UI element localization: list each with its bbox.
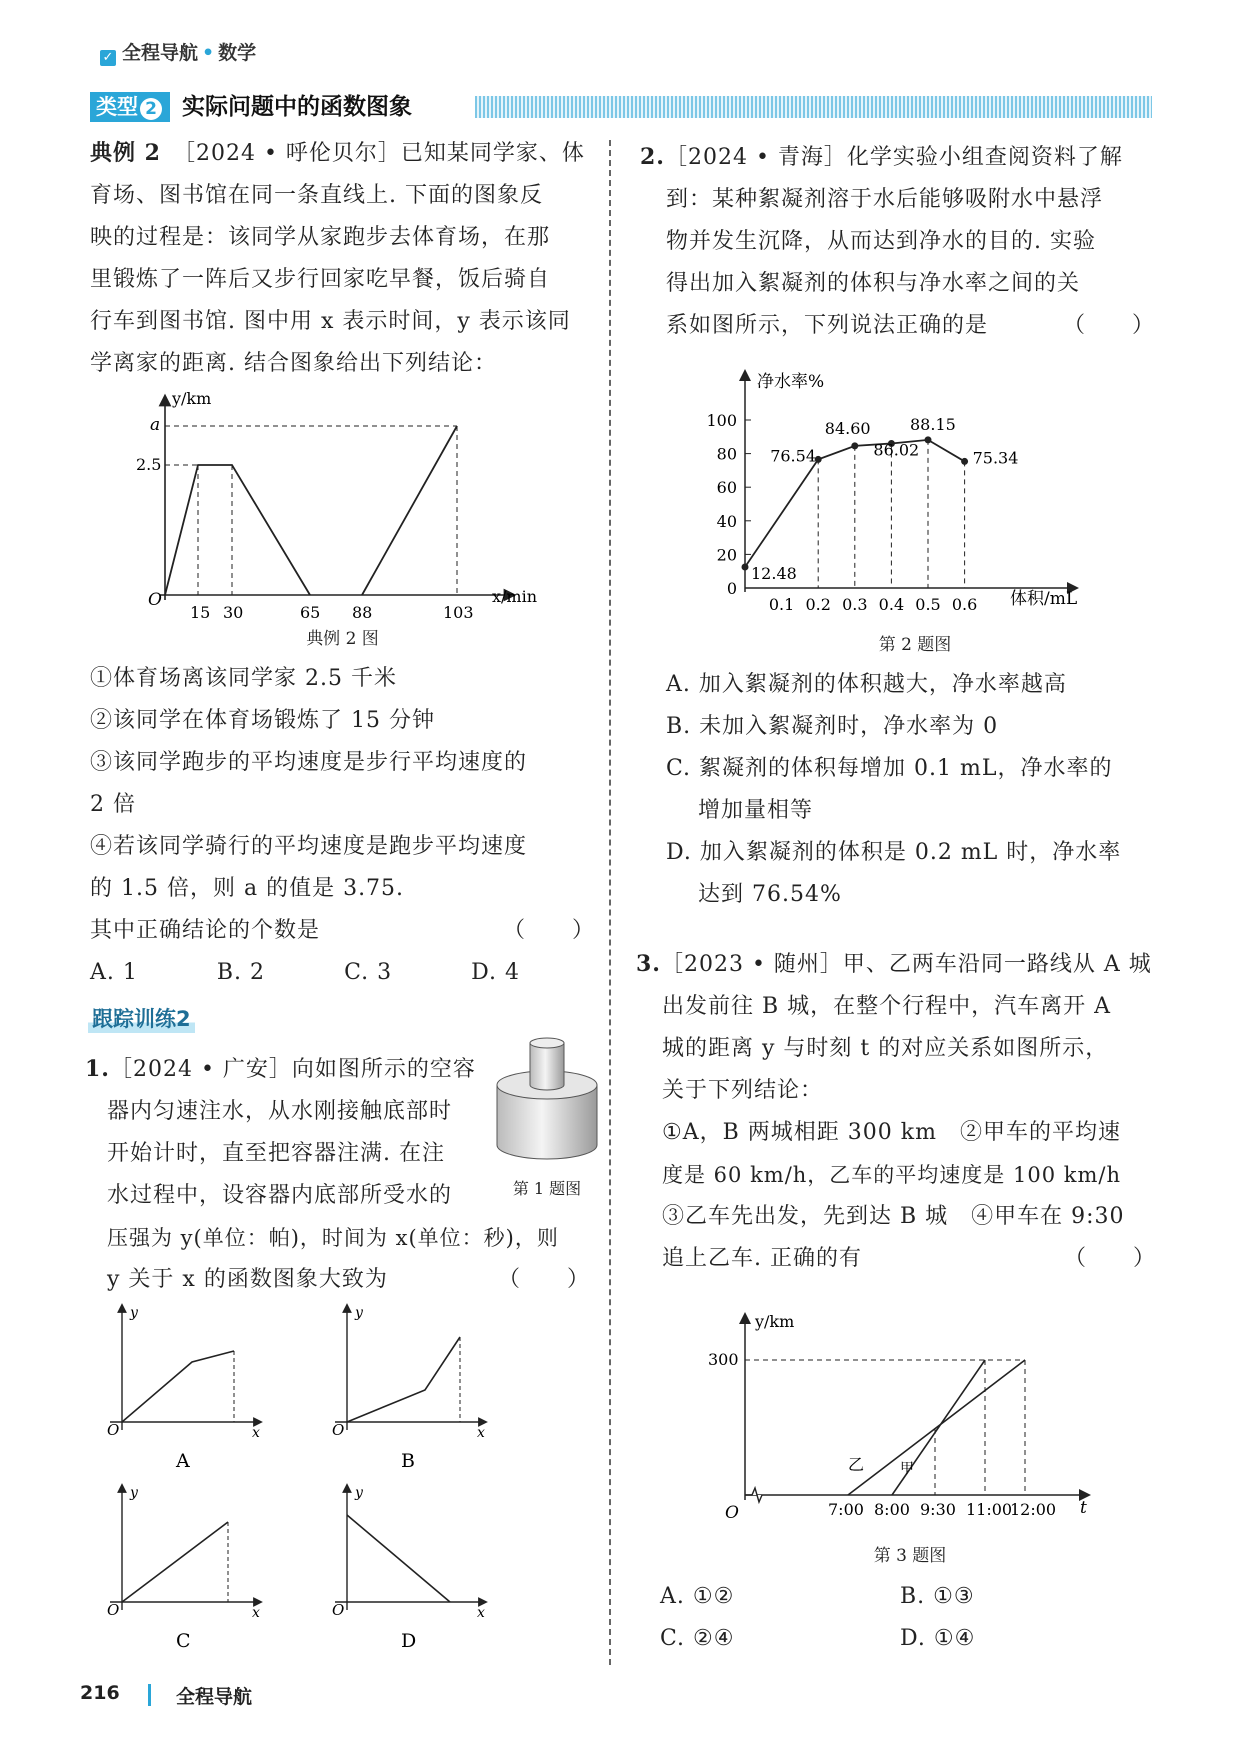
svg-text:x: x bbox=[252, 1425, 260, 1441]
answer-paren: （ ） bbox=[1062, 313, 1155, 338]
x-axis-label: x/min bbox=[492, 587, 538, 606]
section-band bbox=[90, 92, 1152, 122]
question-2-text: 2.［2024 • 青海］化学实验小组查阅资料了解 到：某种絮凝剂溶于水后能够吸附水中悬浮 物并发生沉降，从而达到净水的目的. 实验 得出加入絮凝剂的体积与净水率之间的关 系如图所示，下列说法正确的是 （ ） bbox=[640, 136, 1155, 347]
answer-paren: （ ） bbox=[502, 918, 595, 943]
option-c: C. 絮凝剂的体积每增加 0.1 mL，净水率的 bbox=[666, 756, 1113, 781]
section-label: 类型 2 bbox=[90, 92, 170, 122]
question-3-caption: 第 3 题图 bbox=[873, 1546, 947, 1566]
option-d: D. ①④ bbox=[900, 1626, 976, 1651]
graph-c bbox=[107, 1485, 260, 1652]
data-point bbox=[925, 436, 932, 443]
line-yi bbox=[848, 1360, 1025, 1495]
example-2-caption: 典例 2 图 bbox=[306, 629, 379, 649]
svg-text:O: O bbox=[107, 1421, 120, 1439]
origin-label: O bbox=[725, 1503, 739, 1523]
section-stripe bbox=[475, 96, 1152, 118]
option-a: A. 加入絮凝剂的体积越大，净水率越高 bbox=[666, 672, 1067, 697]
question-2-chart bbox=[705, 370, 1125, 620]
page-header: ✓ 全程导航 • 数学 bbox=[100, 38, 256, 66]
y-axis-label: 净水率% bbox=[757, 372, 825, 392]
example-2-text: 典例 2 ［2024 • 呼伦贝尔］已知某同学家、体 育场、图书馆在同一条直线上. 下面的图象反 映的过程是：该同学从家跑步去体育场，在那 里锻炼了一阵后又步行回家吃早餐，饭后骑自 行车到图书馆. 图中用 x 表示时间，y 表示该同 学离家的距离. 结合图象给出下列结论： bbox=[90, 140, 585, 376]
footer-divider bbox=[148, 1684, 151, 1706]
label-jia: 甲 bbox=[900, 1461, 914, 1477]
x-tick: 7:00 bbox=[828, 1500, 864, 1519]
question-3-text: 3.［2023 • 随州］甲、乙两车沿同一路线从 A 城 出发前往 B 城，在整个行程中，汽车离开 A 城的距离 y 与时刻 t 的对应关系如图所示， 关于下列结论： ①A，B 两城相距 300 km ②甲车的平均速 度是 60 km/h，乙车的平均速度是 100 km/h ③乙车先出发，先到达 B 城 ④甲车在 9:30 追上乙车. 正确的有 （ ） bbox=[636, 943, 1156, 1280]
x-tick: 103 bbox=[443, 603, 474, 622]
y-tick-label: 60 bbox=[716, 478, 737, 498]
y-tick-label: 80 bbox=[716, 444, 737, 464]
y-tick-label: 100 bbox=[706, 411, 737, 430]
option-b: B. ①③ bbox=[900, 1584, 975, 1609]
x-axis-label: 体积/mL bbox=[1010, 589, 1078, 609]
data-label: 84.60 bbox=[824, 418, 871, 438]
svg-text:O: O bbox=[107, 1601, 120, 1619]
svg-text:O: O bbox=[332, 1601, 345, 1619]
svg-text:y: y bbox=[355, 1485, 363, 1501]
x-tick-label: 0.1 bbox=[768, 595, 795, 614]
label-yi: 乙 bbox=[848, 1455, 865, 1474]
example-2-conclusions: ①体育场离该同学家 2.5 千米 ②该同学在体育场锻炼了 15 分钟 ③该同学跑步的平均速度是步行平均速度的 2 倍 ④若该同学骑行的平均速度是跑步平均速度 的 1.5 倍，则 a 的值是 3.75. 其中正确结论的个数是 （ ） A. 1 B. 2 C. 3 D. 4 bbox=[90, 658, 595, 994]
svg-text:x: x bbox=[477, 1425, 485, 1441]
track-training-heading: 跟踪训练2 bbox=[88, 1003, 195, 1033]
graph-d bbox=[332, 1485, 485, 1652]
y-tick-2-5: 2.5 bbox=[136, 455, 162, 474]
x-tick: 65 bbox=[300, 603, 321, 622]
option-a: A. ①② bbox=[660, 1584, 735, 1609]
data-point bbox=[742, 564, 749, 571]
option-c: C. 3 bbox=[344, 960, 393, 985]
x-tick: 12:00 bbox=[1010, 1500, 1057, 1519]
option-c: C. ②④ bbox=[660, 1626, 735, 1651]
y-tick-label: 40 bbox=[716, 511, 737, 531]
data-label: 12.48 bbox=[751, 564, 797, 584]
svg-text:y: y bbox=[130, 1485, 138, 1501]
graph-b bbox=[332, 1305, 485, 1472]
option-d: D. 4 bbox=[471, 960, 520, 985]
option-b: B. 2 bbox=[216, 960, 266, 985]
trip-line bbox=[165, 465, 310, 595]
question-3-chart bbox=[700, 1310, 1120, 1530]
x-tick: 30 bbox=[223, 603, 244, 622]
data-label: 75.34 bbox=[972, 448, 1019, 468]
x-tick: 15 bbox=[190, 603, 211, 622]
y-tick-label: 20 bbox=[716, 545, 737, 565]
figure-1-caption: 第 1 题图 bbox=[512, 1179, 582, 1198]
data-point bbox=[961, 458, 968, 465]
graph-label: D bbox=[401, 1630, 417, 1652]
graph-label: B bbox=[401, 1450, 415, 1472]
check-box-icon: ✓ bbox=[100, 50, 116, 66]
x-tick-label: 0.2 bbox=[805, 595, 831, 614]
container-figure bbox=[492, 1035, 602, 1165]
a-label: a bbox=[150, 415, 161, 435]
graph-a bbox=[107, 1305, 260, 1472]
x-tick: 11:00 bbox=[966, 1500, 1013, 1519]
page-number: 216 bbox=[80, 1682, 120, 1704]
svg-text:x: x bbox=[252, 1605, 260, 1621]
answer-paren: （ ） bbox=[1063, 1246, 1156, 1271]
x-tick-label: 0.3 bbox=[842, 595, 868, 614]
example-2-options bbox=[90, 952, 520, 994]
data-point bbox=[851, 442, 858, 449]
x-tick: 8:00 bbox=[874, 1500, 910, 1519]
footer-title: 全程导航 bbox=[176, 1686, 253, 1708]
example-tag: 典例 2 bbox=[90, 140, 161, 166]
question-2-caption: 第 2 题图 bbox=[878, 635, 952, 655]
option-a: A. 1 bbox=[90, 960, 138, 985]
question-1-graphs bbox=[100, 1305, 580, 1652]
y-tick-300: 300 bbox=[708, 1350, 739, 1369]
graph-label: C bbox=[176, 1630, 191, 1652]
x-tick-label: 0.4 bbox=[878, 595, 905, 614]
y-axis-label: y/km bbox=[172, 389, 212, 408]
graph-label: A bbox=[176, 1450, 190, 1472]
section-title: 实际问题中的函数图象 bbox=[182, 92, 420, 122]
x-tick-label: 0.6 bbox=[951, 595, 978, 614]
origin-label: O bbox=[148, 590, 162, 610]
svg-text:O: O bbox=[332, 1421, 345, 1439]
answer-paren: （ ） bbox=[497, 1267, 590, 1292]
svg-text:x: x bbox=[477, 1605, 485, 1621]
bike-line bbox=[362, 426, 457, 595]
x-tick: 88 bbox=[352, 603, 373, 622]
svg-text:y: y bbox=[130, 1305, 138, 1321]
column-divider bbox=[609, 140, 611, 1665]
axis-break bbox=[745, 1488, 762, 1502]
question-1-text: 1.［2024 • 广安］向如图所示的空容 器内匀速注水，从水刚接触底部时 开始计时，直至把容器注满. 在注 水过程中，设容器内底部所受水的 压强为 y(单位：帕)，时间为 x(单位：秒)，则 y 关于 x 的函数图象大致为 （ ） bbox=[85, 1048, 590, 1301]
x-tick: 9:30 bbox=[920, 1500, 956, 1519]
svg-text:y: y bbox=[355, 1305, 363, 1321]
example-2-chart bbox=[130, 389, 570, 622]
option-b: B. 未加入絮凝剂时，净水率为 0 bbox=[666, 714, 999, 739]
question-2-options: A. 加入絮凝剂的体积越大，净水率越高 B. 未加入絮凝剂时，净水率为 0 C. 絮凝剂的体积每增加 0.1 mL，净水率的 增加量相等 D. 加入絮凝剂的体积是 0.2 mL 时，净水率 达到 76.54% bbox=[666, 664, 1156, 916]
data-label: 86.02 bbox=[873, 440, 920, 460]
option-d: D. 加入絮凝剂的体积是 0.2 mL 时，净水率 bbox=[666, 840, 1122, 865]
y-tick-label: 0 bbox=[726, 579, 737, 598]
question-3-options bbox=[660, 1576, 1020, 1660]
data-label: 88.15 bbox=[910, 414, 956, 434]
x-tick-label: 0.5 bbox=[915, 595, 941, 614]
section-number: 2 bbox=[140, 98, 162, 120]
data-label: 76.54 bbox=[770, 446, 817, 466]
y-axis-label: y/km bbox=[755, 1312, 795, 1331]
x-axis-label: t bbox=[1080, 1498, 1087, 1518]
